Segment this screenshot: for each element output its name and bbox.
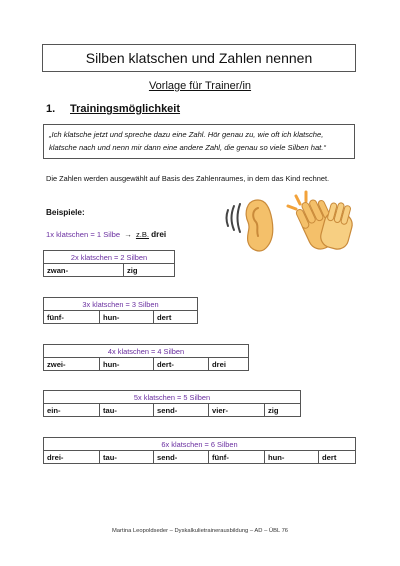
section-number: 1. (46, 103, 56, 115)
section-heading (46, 103, 180, 115)
syllable-cell: hun- (100, 311, 154, 324)
syllable-table-2 (43, 250, 175, 277)
syllable-cell: hun- (265, 451, 319, 464)
syllable-cell: send- (154, 451, 209, 464)
syllable-cell: tau- (100, 451, 154, 464)
syllable-cell: zwan- (44, 264, 124, 277)
syllable-cell: ein- (44, 404, 100, 417)
syllable-cell: fünf- (44, 311, 100, 324)
syllable-cell: dert (154, 311, 198, 324)
syllable-cell: hun- (100, 358, 154, 371)
example-word: drei (151, 230, 167, 239)
section-heading-text: Trainingsmöglichkeit (70, 103, 181, 115)
instruction-quote: „Ich klatsche jetzt und spreche dazu eine Zahl. Hör genau zu, wie oft ich klatsche, klatsche nach und nenn mir dann eine andere Zahl, die genau so viele Silben hat.“ (43, 124, 355, 159)
syllable-table-6 (43, 437, 356, 464)
syllable-cell: drei (209, 358, 249, 371)
syllable-cell: tau- (100, 404, 154, 417)
ear-icon (224, 196, 276, 256)
syllable-cell: send- (154, 404, 209, 417)
table-header: 5x klatschen = 5 Silben (44, 391, 301, 404)
explanation-paragraph: Die Zahlen werden ausgewählt auf Basis des Zahlenraumes, in dem das Kind rechnet. (46, 174, 330, 183)
syllable-cell: vier- (209, 404, 265, 417)
page-footer: Martina Leopoldseder – Dyskalkulietrainerausbildung – AD – ÜBL 76 (111, 528, 289, 534)
syllable-table-5 (43, 390, 301, 417)
example-line (46, 230, 166, 239)
syllable-cell: fünf- (209, 451, 265, 464)
examples-label: Beispiele: (46, 208, 85, 217)
page-title: Silben klatschen und Zahlen nennen (42, 44, 356, 72)
syllable-cell: dert- (154, 358, 209, 371)
table-header: 3x klatschen = 3 Silben (44, 298, 198, 311)
syllable-cell: drei- (44, 451, 100, 464)
example-zb: z.B. (135, 230, 150, 239)
example-clap-text: 1x klatschen = 1 Silbe (46, 230, 121, 239)
table-header: 2x klatschen = 2 Silben (44, 251, 175, 264)
table-header: 4x klatschen = 4 Silben (44, 345, 249, 358)
syllable-table-3 (43, 297, 198, 324)
syllable-cell: dert (319, 451, 356, 464)
arrow-icon: → (124, 230, 132, 239)
page-subtitle: Vorlage für Trainer/in (148, 80, 252, 92)
syllable-cell: zig (124, 264, 175, 277)
syllable-table-4 (43, 344, 249, 371)
clapping-hands-icon (286, 190, 358, 254)
syllable-cell: zwei- (44, 358, 100, 371)
table-header: 6x klatschen = 6 Silben (44, 438, 356, 451)
syllable-cell: zig (265, 404, 301, 417)
